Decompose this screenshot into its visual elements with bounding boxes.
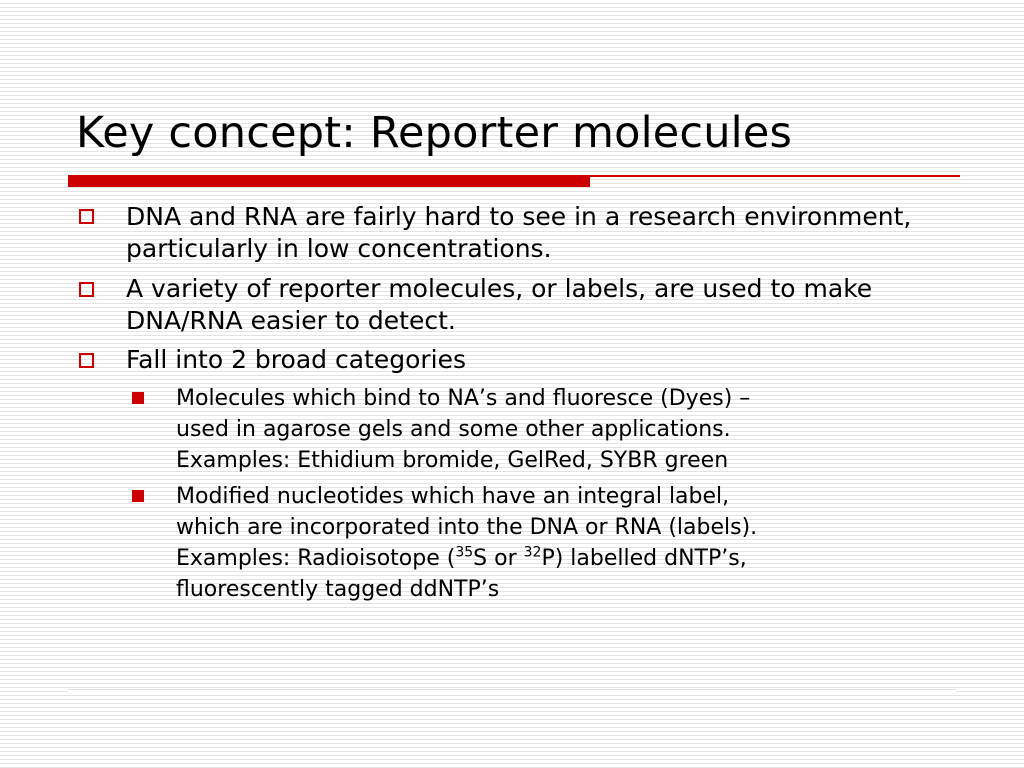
examples-text-b: S or	[473, 546, 524, 571]
sub-bullet-item-2	[176, 481, 956, 605]
solid-square-bullet-icon	[132, 490, 144, 502]
isotope-mass-32: 32	[523, 544, 542, 561]
sub-bullet-item-1	[176, 383, 956, 476]
footer-divider	[68, 689, 956, 692]
hollow-square-bullet-icon	[79, 209, 94, 224]
hollow-square-bullet-icon	[79, 282, 94, 297]
sub-bullet-2-line-2: which are incorporated into the DNA or RNA (labels).	[176, 515, 758, 540]
solid-square-bullet-icon	[132, 392, 144, 404]
bullet-item-3: Fall into 2 broad categories	[126, 345, 467, 374]
sub-bullet-1-line-3: Examples: Ethidium bromide, GelRed, SYBR green	[176, 448, 729, 473]
title-underline-thin	[590, 175, 960, 177]
sub-bullet-2-line-4: fluorescently tagged ddNTP’s	[176, 577, 500, 602]
examples-text-c: P) labelled dNTP’s,	[541, 546, 747, 571]
slide-title: Key concept: Reporter molecules	[76, 108, 793, 158]
sub-bullet-1-line-1: Molecules which bind to NA’s and fluoresce (Dyes) –	[176, 386, 751, 411]
sub-bullet-2-line-1: Modified nucleotides which have an integral label,	[176, 484, 730, 509]
sub-bullet-1-line-2: used in agarose gels and some other applications.	[176, 417, 731, 442]
hollow-square-bullet-icon	[79, 353, 94, 368]
title-underline-thick	[68, 175, 590, 187]
bullet-item-1: DNA and RNA are fairly hard to see in a research environment, particularly in low concentrations.	[126, 202, 912, 263]
sub-bullet-2-line-3	[176, 543, 956, 574]
examples-text-a: Examples: Radioisotope (	[176, 546, 456, 571]
isotope-mass-35: 35	[455, 544, 474, 561]
bullet-item-2: A variety of reporter molecules, or labels, are used to make DNA/RNA easier to detect.	[126, 274, 873, 335]
